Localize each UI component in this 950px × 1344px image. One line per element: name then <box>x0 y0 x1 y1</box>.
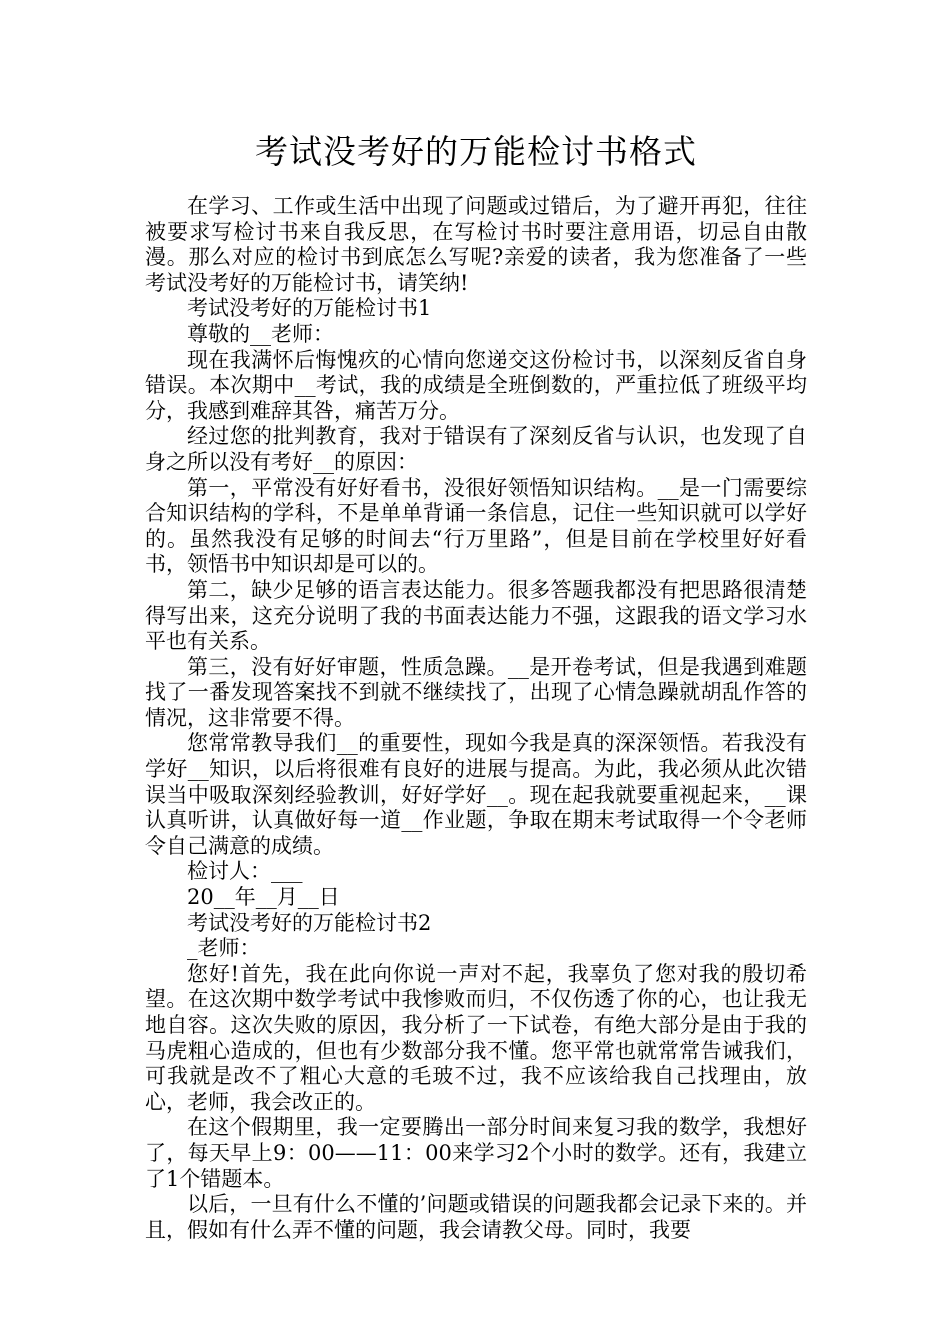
document-page <box>145 0 807 1243</box>
paragraph: 经过您的批判教育，我对于错误有了深刻反省与认识，也发现了自身之所以没有考好__的原因： <box>145 424 807 474</box>
document-title: 考试没考好的万能检讨书格式 <box>255 132 697 171</box>
signature-line: 检讨人：___ <box>187 859 303 884</box>
salutation-1: 尊敬的__老师： <box>187 321 334 346</box>
salutation-2: _老师： <box>187 936 261 961</box>
paragraph: 在这个假期里，我一定要腾出一部分时间来复习我的数学，我想好了，每天早上9：00——11：00来学习2个小时的数学。还有，我建立了1个错题本。 <box>145 1115 807 1191</box>
paragraph: 第一，平常没有好好看书，没很好领悟知识结构。__是一门需要综合知识结构的学科，不是单单背诵一条信息，记住一些知识就可以学好的。虽然我没有足够的时间去“行万里路”，但是目前在学校里好好看书，领悟书中知识却是可以的。 <box>145 475 807 577</box>
document-body <box>145 194 807 1243</box>
paragraph-intro: 在学习、工作或生活中出现了问题或过错后，为了避开再犯，往往被要求写检讨书来自我反思，在写检讨书时要注意用语，切忌自由散漫。那么对应的检讨书到底怎么写呢?亲爱的读者，我为您准备了一些考试没考好的万能检讨书，请笑纳! <box>145 194 807 295</box>
paragraph: 您常常教导我们__的重要性，现如今我是真的深深领悟。若我没有学好__知识，以后将很难有良好的进展与提高。为此，我必须从此次错误当中吸取深刻经验教训，好好学好__。现在起我就要重视起来，__课认真听讲，认真做好每一道__作业题，争取在期末考试取得一个令老师令自己满意的成绩。 <box>145 731 807 858</box>
paragraph: 第二，缺少足够的语言表达能力。很多答题我都没有把思路很清楚得写出来，这充分说明了我的书面表达能力不强，这跟我的语文学习水平也有关系。 <box>145 577 807 654</box>
paragraph: 现在我满怀后悔愧疚的心情向您递交这份检讨书，以深刻反省自身错误。本次期中__考试，我的成绩是全班倒数的，严重拉低了班级平均分，我感到难辞其咎，痛苦万分。 <box>145 347 807 423</box>
section-heading-1: 考试没考好的万能检讨书1 <box>187 296 432 321</box>
paragraph: 第三，没有好好审题，性质急躁。__是开卷考试，但是我遇到难题找了一番发现答案找不到就不继续找了，出现了心情急躁就胡乱作答的情况，这非常要不得。 <box>145 654 807 730</box>
paragraph: 以后，一旦有什么不懂的’问题或错误的问题我都会记录下来的。并且，假如有什么弄不懂的问题，我会请教父母。同时，我要 <box>145 1192 807 1242</box>
section-heading-2: 考试没考好的万能检讨书2 <box>187 910 432 935</box>
paragraph: 您好!首先，我在此向你说一声对不起，我辜负了您对我的殷切希望。在这次期中数学考试中我惨败而归，不仅伤透了你的心，也让我无地自容。这次失败的原因，我分析了一下试卷，有绝大部分是由于我的马虎粗心造成的，但也有少数部分我不懂。您平常也就常常告诫我们，可我就是改不了粗心大意的毛玻不过，我不应该给我自己找理由，放心，老师，我会改正的。 <box>145 961 807 1114</box>
date-line: 20__年__月__日 <box>187 885 340 910</box>
